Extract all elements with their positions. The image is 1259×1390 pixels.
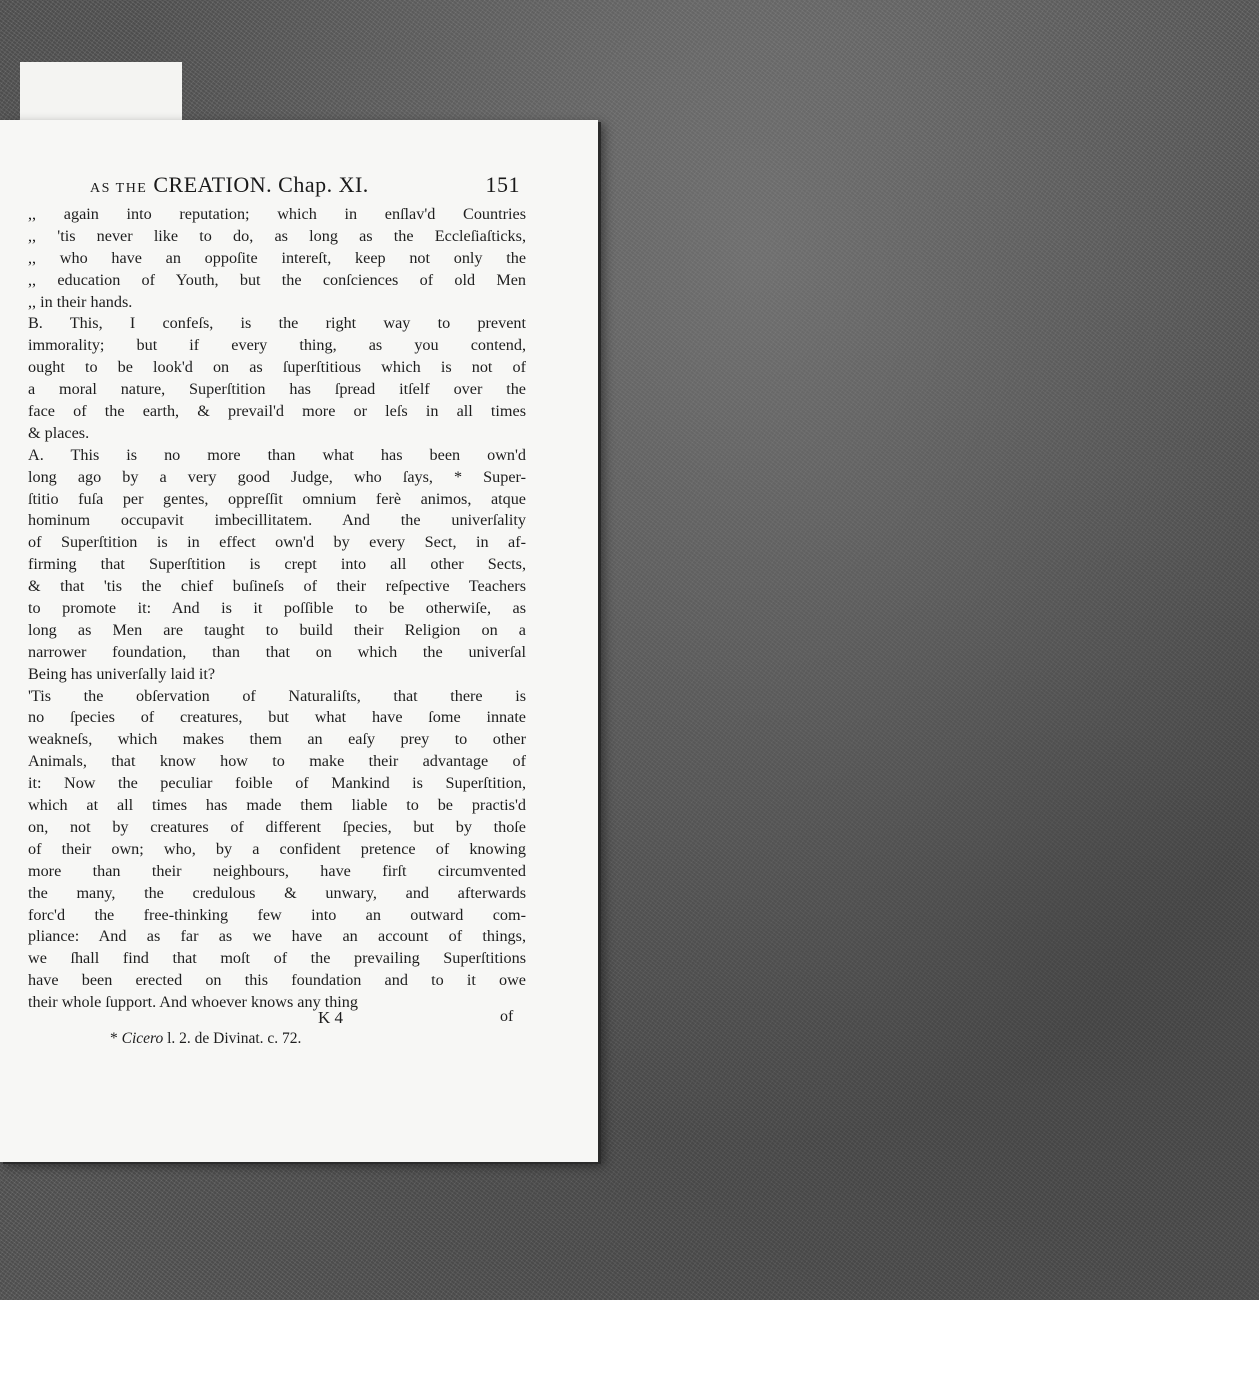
text-line: long ago by a very good Judge, who ſays, * Super- xyxy=(28,467,526,486)
text-line: ,, again into reputation; which in enſlav'd Countries xyxy=(28,205,526,223)
running-head-chapter: Chap. XI. xyxy=(278,172,369,197)
text-line: to promote it: And is it poſſible to be otherwiſe, as xyxy=(28,599,526,618)
text-line: B. This, I confeſs, is the right way to prevent xyxy=(28,314,526,333)
footnote xyxy=(110,1030,301,1048)
text-line: & places. xyxy=(28,423,90,442)
text-line: long as Men are taught to build their Religion on a xyxy=(28,620,526,639)
text-line: 'Tis the obſervation of Naturaliſts, that there is xyxy=(28,686,526,705)
running-head xyxy=(90,172,520,200)
text-line: A. This is no more than what has been own'd xyxy=(28,445,526,464)
text-line: & that 'tis the chief buſineſs of their reſpective Teachers xyxy=(28,577,526,596)
text-line: ,, who have an oppoſite intereſt, keep not only the xyxy=(28,248,526,267)
footnote-marker: * xyxy=(110,1030,118,1047)
text-line: Animals, that know how to make their advantage of xyxy=(28,752,526,771)
text-line: hominum occupavit imbecillitatem. And the univerſality xyxy=(28,511,526,530)
text-line: forc'd the free-thinking few into an outward com- xyxy=(28,905,526,924)
signature-mark: K 4 xyxy=(318,1008,344,1027)
paper-tab-slip xyxy=(20,62,182,126)
text-line: more than their neighbours, have firſt circumvented xyxy=(28,861,526,880)
text-line: narrower foundation, than that on which the univerſal xyxy=(28,642,526,661)
catchword: of xyxy=(500,1008,514,1025)
text-line: we ſhall find that moſt of the prevailing Superſtitions xyxy=(28,949,526,968)
text-line: their whole ſupport. And whoever knows any thing xyxy=(28,993,358,1012)
footnote-reference: l. 2. de Divinat. c. 72. xyxy=(167,1030,302,1047)
running-head-title: CREATION. xyxy=(153,172,273,197)
text-line: on, not by creatures of different ſpecies, but by thoſe xyxy=(28,817,526,836)
body-text xyxy=(28,204,526,1014)
text-line: the many, the credulous & unwary, and afterwards xyxy=(28,883,526,902)
text-line: no ſpecies of creatures, but what have ſome innate xyxy=(28,708,526,727)
text-line: of their own; who, by a confident pretence of knowing xyxy=(28,839,526,858)
text-line: of Superſtition is in effect own'd by every Sect, in af- xyxy=(28,533,526,552)
text-line: face of the earth, & prevail'd more or leſs in all times xyxy=(28,402,526,421)
text-line: Being has univerſally laid it? xyxy=(28,664,216,683)
text-line: a moral nature, Superſtition has ſpread itſelf over the xyxy=(28,380,526,399)
text-line: firming that Superſtition is crept into all other Sects, xyxy=(28,555,526,574)
text-line: immorality; but if every thing, as you contend, xyxy=(28,336,526,355)
text-line: have been erected on this foundation and to it owe xyxy=(28,971,526,990)
text-line: ,, education of Youth, but the conſciences of old Men xyxy=(28,270,526,289)
page-number: 151 xyxy=(485,172,520,197)
text-line: weakneſs, which makes them an eaſy prey to other xyxy=(28,730,526,749)
text-line: ,, 'tis never like to do, as long as the Eccleſiaſticks, xyxy=(28,226,526,245)
book-page xyxy=(0,120,598,1162)
text-line: ought to be look'd on as ſuperſtitious which is not of xyxy=(28,358,526,377)
text-line: pliance: And as far as we have an account of things, xyxy=(28,927,526,946)
text-line: which at all times has made them liable to be practis'd xyxy=(28,796,526,815)
text-line: ſtitio fuſa per gentes, oppreſſit omnium ferè animos, atque xyxy=(28,489,526,508)
text-line: ,, in their hands. xyxy=(28,292,133,311)
running-head-prefix: AS THE xyxy=(90,181,148,196)
bottom-margin xyxy=(0,1300,1259,1390)
text-line: it: Now the peculiar foible of Mankind is Superſtition, xyxy=(28,774,526,793)
footnote-author: Cicero xyxy=(121,1030,164,1047)
